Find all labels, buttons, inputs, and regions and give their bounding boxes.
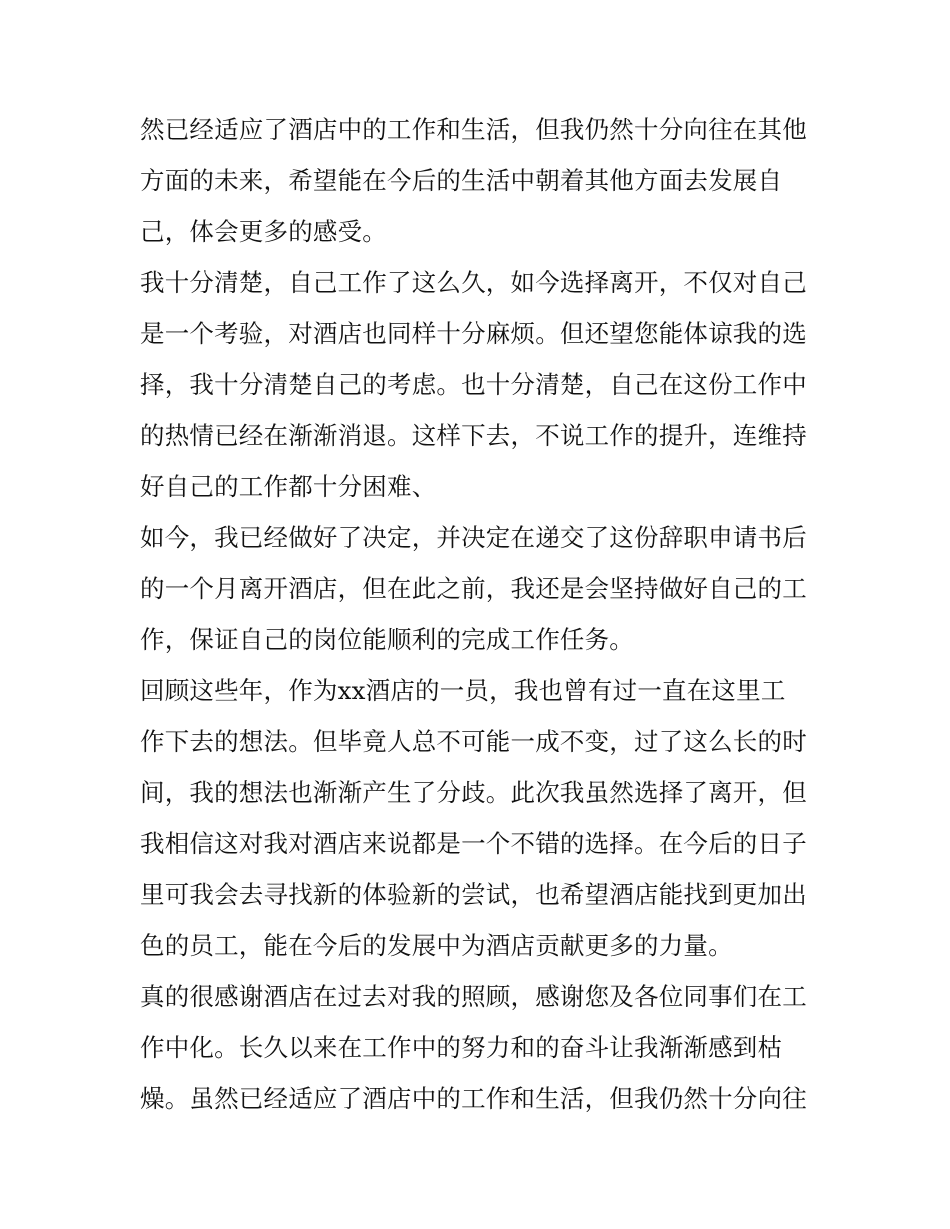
text-line: 作下去的想法。但毕竟人总不可能一成不变，过了这么长的时	[140, 727, 807, 756]
paragraph-3	[140, 512, 812, 665]
text-line: 我十分清楚，自己工作了这么久，如今选择离开，不仅对自己	[140, 268, 807, 297]
text-line: 我相信这对我对酒店来说都是一个不错的选择。在今后的日子	[140, 829, 807, 858]
paragraph-4	[140, 665, 812, 971]
text-line: 里可我会去寻找新的体验新的尝试，也希望酒店能找到更加出	[140, 880, 807, 909]
text-line: 真的很感谢酒店在过去对我的照顾，感谢您及各位同事们在工	[140, 982, 807, 1011]
text-line: 作中化。长久以来在工作中的努力和的奋斗让我渐渐感到枯	[140, 1033, 783, 1062]
text-line: 择，我十分清楚自己的考虑。也十分清楚，自己在这份工作中	[140, 370, 807, 399]
text-line: 好自己的工作都十分困难、	[140, 472, 437, 501]
paragraph-5	[140, 971, 812, 1124]
paragraph-2	[140, 257, 812, 512]
text-line: 的热情已经在渐渐消退。这样下去，不说工作的提升，连维持	[140, 421, 807, 450]
text-line: 间，我的想法也渐渐产生了分歧。此次我虽然选择了离开，但	[140, 778, 807, 807]
text-line: 如今，我已经做好了决定，并决定在递交了这份辞职申请书后	[140, 523, 807, 552]
text-line: 燥。虽然已经适应了酒店中的工作和生活，但我仍然十分向往	[140, 1084, 807, 1113]
text-line: 色的员工，能在今后的发展中为酒店贡献更多的力量。	[140, 931, 733, 960]
text-line: 是一个考验，对酒店也同样十分麻烦。但还望您能体谅我的选	[140, 319, 807, 348]
text-line: 作，保证自己的岗位能顺利的完成工作任务。	[140, 625, 634, 654]
paragraph-1	[140, 104, 812, 257]
document-body	[140, 104, 812, 1124]
text-line: 己，体会更多的感受。	[140, 217, 387, 246]
text-line: 方面的未来，希望能在今后的生活中朝着其他方面去发展自	[140, 166, 783, 195]
text-line: 然已经适应了酒店中的工作和生活，但我仍然十分向往在其他	[140, 115, 807, 144]
text-line: 回顾这些年，作为xx酒店的一员，我也曾有过一直在这里工	[140, 676, 786, 705]
text-line: 的一个月离开酒店，但在此之前，我还是会坚持做好自己的工	[140, 574, 807, 603]
